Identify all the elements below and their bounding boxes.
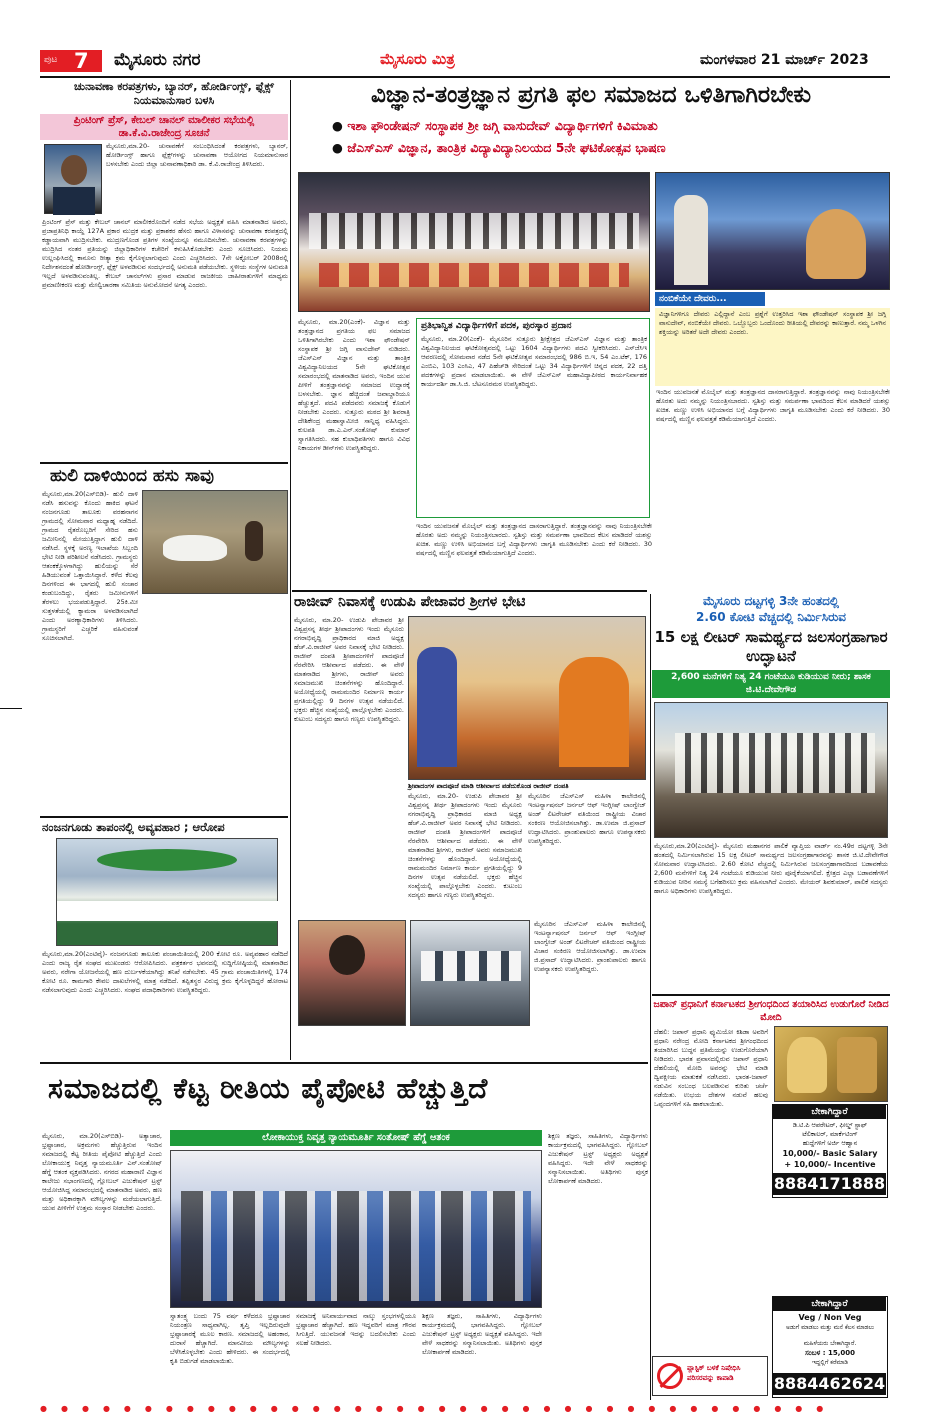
page-label: ಪುಟ xyxy=(44,55,58,65)
rajeev-photo xyxy=(408,616,646,780)
water-body: ಮೈಸೂರು,ಮಾ.20(ಎಂಟಿವೈ)- ಮೈಸೂರು ಮಹಾನಗರ ಪಾಲಿಕೆ ವ್ಯಾಪ್ತಿಯ ವಾರ್ಡ್ ನಂ.49ರ ದಟ್ಟಗಳ್ಳಿ 3ನೇ ಹಂತದಲ್ಲಿ ನಿರ್ಮಿಸಲಾಗಿರುವ 15 ಲಕ್ಷ ಲೀಟರ್ ಸಾಮರ್ಥ್ಯದ ಜಲಸಂಗ್ರಹಾಗಾರವನ್ನು ಶಾಸಕ ಜಿ.ಟಿ.ದೇವೇಗೌಡ ಸೋಮವಾರ ಉದ್ಘಾಟಿಸಿದರು. 2.60 ಕೋಟಿ ವೆಚ್ಚದಲ್ಲಿ ನಿರ್ಮಿಸಿರುವ ಜಲಸಂಗ್ರಹಾಗಾರದಿಂದ ಬಡಾವಣೆಯ 2,600 ಮನೆಗಳಿಗೆ ನಿತ್ಯ 24 ಗಂಟೆಯೂ ಕುಡಿಯುವ ನೀರು ಪೂರೈಕೆಯಾಗಲಿದೆ. ಕ್ಷೇತ್ರದ ಎಲ್ಲಾ ಬಡಾವಣೆಗಳಿಗೆ ಕುಡಿಯುವ ನೀರಿನ ಸಮಸ್ಯೆ ಬಗೆಹರಿಸಲು ಕ್ರಮ ವಹಿಸಲಾಗಿದೆ ಎಂದರು. ಮೇಯರ್ ಶಿವಕುಮಾರ್, ಪಾಲಿಕೆ ಸದಸ್ಯರು ಹಾಗೂ ಅಧಿಕಾರಿಗಳು ಉಪಸ್ಥಿತರಿದ್ದರು. xyxy=(654,842,888,895)
japan-body: ದೆಹಲಿ: ಜಪಾನ್ ಪ್ರಧಾನಿ ಫ್ಯುಮಿಯೋ ಕಿಶಿಡಾ ಅವರಿಗೆ ಪ್ರಧಾನಿ ನರೇಂದ್ರ ಮೋದಿ ಕರ್ನಾಟಕದ ಶ್ರೀಗಂಧದಿಂದ ತಯಾರಿಸಿದ ಬುದ್ಧನ ಪ್ರತಿಮೆಯನ್ನು ಉಡುಗೊರೆಯಾಗಿ ನೀಡಿದರು. ಭಾರತ ಪ್ರವಾಸದಲ್ಲಿರುವ ಜಪಾನ್ ಪ್ರಧಾನಿ ದೆಹಲಿಯಲ್ಲಿ ಮೋದಿ ಅವರನ್ನು ಭೇಟಿ ಮಾಡಿ ದ್ವಿಪಕ್ಷೀಯ ಮಾತುಕತೆ ನಡೆಸಿದರು. ಭಾರತ-ಜಪಾನ್ ನಡುವಿನ ಸಂಬಂಧ ಬಲಪಡಿಸುವ ಕುರಿತು ಚರ್ಚೆ ನಡೆಯಿತು. ಉಭಯ ದೇಶಗಳ ನಡುವೆ ಹಲವು ಒಪ್ಪಂದಗಳಿಗೆ ಸಹಿ ಹಾಕಲಾಯಿತು. xyxy=(654,1028,768,1108)
ad1-line1: ಡಿ.ಟಿ.ಪಿ ಆಪರೇಟರ್, ಫೀಲ್ಡ್ ಸ್ಟಾಫ್ xyxy=(792,1121,868,1129)
awards-box xyxy=(416,318,650,518)
convocation-col3: ಇಂದಿನ ಯುವಜನತೆ ಮೊಬೈಲ್ ಮತ್ತು ತಂತ್ರಜ್ಞಾನದ ದಾಸರಾಗುತ್ತಿದ್ದಾರೆ. ತಂತ್ರಜ್ಞಾನವನ್ನು ನಾವು ನಿಯಂತ್ರಿಸಬೇಕೇ ಹೊರತು ಅದು ನಮ್ಮನ್ನು ನಿಯಂತ್ರಿಸಬಾರದು. ಸ್ವಶಿಸ್ತು ಮತ್ತು ಸಮರ್ಪಣಾ ಭಾವದಿಂದ ಕೆಲಸ ಮಾಡಿದರೆ ಯಶಸ್ಸು ಖಚಿತ. ಮಣ್ಣು ಉಳಿಸಿ ಅಭಿಯಾನದ ಬಗ್ಗೆ ವಿದ್ಯಾರ್ಥಿಗಳು ಜಾಗೃತಿ ಮೂಡಿಸಬೇಕು ಎಂದು ಕರೆ ನೀಡಿದರು. 30 ವರ್ಷದಲ್ಲಿ ಮಣ್ಣಿನ ಫಲವತ್ತತೆ ಕಡಿಮೆಯಾಗುತ್ತಿದೆ ಎಂದರು. xyxy=(416,522,652,557)
rajeev-story xyxy=(292,594,647,914)
logo: ಮೈಸೂರು ಮಿತ್ರ xyxy=(380,50,455,68)
vrule-1 xyxy=(290,80,291,1060)
belief-box-quote: ವಿಜ್ಞಾನಿಗಳಿಗೂ ದೇವರು ಎಲ್ಲಿದ್ದಾನೆ ಎಂಬ ಪ್ರಶ್ನೆಗೆ ಉತ್ತರಿಸಿದ ಇಶಾ ಫೌಂಡೇಷನ್ ಸಂಸ್ಥಾಪಕ ಶ್ರೀ ಜಗ್ಗಿ ವಾಸುದೇವ್, ನಂಬಿಕೆಯೇ ದೇವರು. ಒಬ್ಬೊಬ್ಬರು ಒಂದೊಂದು ರೀತಿಯಲ್ಲಿ ದೇವರನ್ನು ಕಾಣುತ್ತಾರೆ. ನಮ್ಮ ಒಳಗಿನ ಶಕ್ತಿಯನ್ನು ಅರಿತರೆ ಅದೇ ದೇವರು ಎಂದರು. xyxy=(655,308,890,386)
speaker-photo xyxy=(44,144,102,214)
center-banner xyxy=(292,80,890,168)
ad-job-1 xyxy=(772,1104,888,1198)
ad2-phone[interactable]: 8884462624 xyxy=(773,1374,886,1393)
nanjangud-body: ಮೈಸೂರು,ಮಾ.20(ಎಂಟಿವೈ)- ನಂಜನಗೂಡು ತಾಲೂಕು ಪಂಚಾಯಿತಿಯಲ್ಲಿ 200 ಕೋಟಿ ರೂ. ಅವ್ಯವಹಾರ ನಡೆದಿದೆ ಎಂದು ರಾಜ್ಯ ರೈತ ಸಂಘದ ಮುಖಂಡರು ಆರೋಪಿಸಿದರು. ಪತ್ರಕರ್ತರ ಭವನದಲ್ಲಿ ಸುದ್ದಿಗೋಷ್ಠಿಯಲ್ಲಿ ಮಾತನಾಡಿದ ಅವರು, ನರೇಗಾ ಯೋಜನೆಯಲ್ಲಿ ಹಣ ದುರ್ಬಳಕೆಯಾಗಿದ್ದು ತನಿಖೆ ನಡೆಸಬೇಕು. 45 ಗ್ರಾಮ ಪಂಚಾಯಿತಿಗಳಲ್ಲಿ 174 ಕೋಟಿ ರೂ. ಕಾಮಗಾರಿ ಕೇವಲ ದಾಖಲೆಗಳಲ್ಲಿ ಮಾತ್ರ ನಡೆದಿದೆ. ತಪ್ಪಿತಸ್ಥರ ವಿರುದ್ಧ ಕ್ರಮ ಕೈಗೊಳ್ಳದಿದ್ದರೆ ಹೋರಾಟ ನಡೆಸಲಾಗುವುದು ಎಂದು ಎಚ್ಚರಿಸಿದರು. ಸಂಘದ ಪದಾಧಿಕಾರಿಗಳು ಉಪಸ್ಥಿತರಿದ್ದರು. xyxy=(42,950,288,994)
left-top-story xyxy=(40,80,288,458)
awards-box-title: ಪ್ರತಿಭಾನ್ವಿತ ವಿದ್ಯಾರ್ಥಿಗಳಿಗೆ ಪದಕ, ಪುರಸ್ಕಾರ ಪ್ರದಾನ xyxy=(421,321,572,331)
convocation-col4: ಇಂದಿನ ಯುವಜನತೆ ಮೊಬೈಲ್ ಮತ್ತು ತಂತ್ರಜ್ಞಾನದ ದಾಸರಾಗುತ್ತಿದ್ದಾರೆ. ತಂತ್ರಜ್ಞಾನವನ್ನು ನಾವು ನಿಯಂತ್ರಿಸಬೇಕೇ ಹೊರತು ಅದು ನಮ್ಮನ್ನು ನಿಯಂತ್ರಿಸಬಾರದು. ಸ್ವಶಿಸ್ತು ಮತ್ತು ಸಮರ್ಪಣಾ ಭಾವದಿಂದ ಕೆಲಸ ಮಾಡಿದರೆ ಯಶಸ್ಸು ಖಚಿತ. ಮಣ್ಣು ಉಳಿಸಿ ಅಭಿಯಾನದ ಬಗ್ಗೆ ವಿದ್ಯಾರ್ಥಿಗಳು ಜಾಗೃತಿ ಮೂಡಿಸಬೇಕು ಎಂದು ಕರೆ ನೀಡಿದರು. 30 ವರ್ಷದಲ್ಲಿ ಮಣ್ಣಿನ ಫಲವತ್ತತೆ ಕಡಿಮೆಯಾಗುತ್ತಿದೆ ಎಂದರು. xyxy=(656,388,890,423)
ad2-title: ಬೇಕಾಗಿದ್ದಾರೆ xyxy=(773,1297,886,1311)
seminar-text: ಮೈಸೂರಿನ ಜೆಎಸ್‌ಎಸ್ ಮಹಿಳಾ ಕಾಲೇಜಿನಲ್ಲಿ ಇಂಟರ್ನ್ಯಾಷನಲ್ ಜರ್ನಲ್ ಆಫ್ ಇಂಗ್ಲೀಷ್ ಲಾಂಗ್ವೇಜ್ ಅಂಡ್ ಲಿಟರೇಚರ್ ವತಿಯಿಂದ ರಾಷ್ಟ್ರೀಯ ವಿಚಾರ ಸಂಕಿರಣ ಆಯೋಜಿಸಲಾಗಿತ್ತು. ಡಾ.ಉಮಾ ಜಿ.ಪ್ರಸಾದ್ ಉದ್ಘಾಟಿಸಿದರು. ಪ್ರಾಂಶುಪಾಲರು ಹಾಗೂ ಉಪನ್ಯಾಸಕರು ಉಪಸ್ಥಿತರಿದ್ದರು. xyxy=(534,920,646,973)
banner-bullet-2 xyxy=(332,140,882,156)
masthead-rule xyxy=(40,76,890,78)
bottom-col3: ಸಮಾಜಕ್ಕೆ ಅನಿವಾರ್ಯವಾದ ನಾಲ್ಕು ಸ್ತಂಭಗಳಲ್ಲಿಯೂ ಭ್ರಷ್ಟಾಚಾರ ಹೆಚ್ಚಾಗಿದೆ. ಹಣ ಇದ್ದವರಿಗೆ ಮಾತ್ರ ಗೌರವ ಸಿಗುತ್ತಿದೆ. ಯುವಜನತೆ ಇದನ್ನು ಬದಲಿಸಬೇಕು ಎಂದು ಸಲಹೆ ನೀಡಿದರು. xyxy=(296,1312,416,1347)
cow-story-body: ಮೈಸೂರು,ಮಾ.20(ಎಸ್‌ಬಿಡಿ)- ಹುಲಿ ದಾಳಿ ನಡೆಸಿ ಹಸುವನ್ನು ಕೊಂದು ಹಾಕಿದ ಘಟನೆ ನಂಜನಗೂಡು ತಾಲೂಕು ವರಹನಾಗನ ಗ್ರಾಮದಲ್ಲಿ ಸೋಮವಾರ ಮಧ್ಯಾಹ್ನ ನಡೆದಿದೆ. ಗ್ರಾಮದ ರೈತರೊಬ್ಬರಿಗೆ ಸೇರಿದ ಹಸು ಜಮೀನಿನಲ್ಲಿ ಮೇಯುತ್ತಿದ್ದಾಗ ಹುಲಿ ದಾಳಿ ನಡೆಸಿದೆ. ಸ್ಥಳಕ್ಕೆ ಅರಣ್ಯ ಇಲಾಖೆಯ ಸಿಬ್ಬಂದಿ ಭೇಟಿ ನೀಡಿ ಪರಿಶೀಲನೆ ನಡೆಸಿದರು. ಗ್ರಾಮಸ್ಥರು ಆತಂಕಕ್ಕೊಳಗಾಗಿದ್ದು ಹುಲಿಯನ್ನು ಸೆರೆ ಹಿಡಿಯುವಂತೆ ಒತ್ತಾಯಿಸಿದ್ದಾರೆ. ಕಳೆದ ಕೆಲವು ದಿನಗಳಿಂದ ಈ ಭಾಗದಲ್ಲಿ ಹುಲಿ ಸಂಚಾರ ಕಂಡುಬಂದಿದ್ದು, ರೈತರು ಜಮೀನುಗಳಿಗೆ ತೆರಳಲು ಭಯಪಡುತ್ತಿದ್ದಾರೆ. 25ಕಿ.ಮೀ ಸುತ್ತಳತೆಯಲ್ಲಿ ಕ್ಯಾಮರಾ ಅಳವಡಿಸಲಾಗಿದೆ ಎಂದು ಅರಣ್ಯಾಧಿಕಾರಿಗಳು ತಿಳಿಸಿದರು. ಗ್ರಾಮಸ್ಥರಿಗೆ ಎಚ್ಚರಿಕೆ ವಹಿಸುವಂತೆ ಸೂಚಿಸಲಾಗಿದೆ. xyxy=(42,490,138,642)
registration-marks: ●●●●●●●●●●●●●●●●●●●●●●●●●●●●●●●●●●●●●● xyxy=(40,1404,838,1413)
water-title-1: ಮೈಸೂರು ದಟ್ಟಗಳ್ಳಿ 3ನೇ ಹಂತದಲ್ಲಿ xyxy=(703,594,839,608)
convocation-main-body: ಮೈಸೂರು, ಮಾ.20(ಎಂಕೆ)- ವಿಜ್ಞಾನ ಮತ್ತು ತಂತ್ರಜ್ಞಾನದ ಪ್ರಗತಿಯ ಫಲ ಸಮಾಜದ ಒಳಿತಿಗಾಗಿರಬೇಕು ಎಂದು ಇಶಾ ಫೌಂಡೇಷನ್ ಸಂಸ್ಥಾಪಕ ಶ್ರೀ ಜಗ್ಗಿ ವಾಸುದೇವ್ ನುಡಿದರು. ಜೆಎಸ್‌ಎಸ್ ವಿಜ್ಞಾನ ಮತ್ತು ತಾಂತ್ರಿಕ ವಿಶ್ವವಿದ್ಯಾನಿಲಯದ 5ನೇ ಘಟಿಕೋತ್ಸವ ಸಮಾರಂಭದಲ್ಲಿ ಮಾತನಾಡಿದ ಅವರು, ಇಂದಿನ ಯುವ ಪೀಳಿಗೆ ತಂತ್ರಜ್ಞಾನವನ್ನು ಸಮಾಜದ ಉದ್ಧಾರಕ್ಕೆ ಬಳಸಬೇಕು. ಜ್ಞಾನ ಹೆಚ್ಚಿದಂತೆ ಜವಾಬ್ದಾರಿಯೂ ಹೆಚ್ಚುತ್ತದೆ. ಪದವಿ ಪಡೆದವರು ಸಮಾಜಕ್ಕೆ ಕೊಡುಗೆ ನೀಡಬೇಕು ಎಂದರು. ಸುತ್ತೂರು ಮಠದ ಶ್ರೀ ಶಿವರಾತ್ರಿ ದೇಶಿಕೇಂದ್ರ ಮಹಾಸ್ವಾಮೀಜಿ ಸಾನ್ನಿಧ್ಯ ವಹಿಸಿದ್ದರು. ಕುಲಪತಿ ಡಾ.ಎ.ಎನ್.ಸಂತೋಷ್ ಕುಮಾರ್ ಸ್ವಾಗತಿಸಿದರು. ಸಹ ಕುಲಾಧಿಪತಿಗಳು ಹಾಗೂ ವಿವಿಧ ನಿಕಾಯಗಳ ಡೀನ್‌ಗಳು ಉಪಸ್ಥಿತರಿದ್ದರು. xyxy=(298,318,410,452)
water-story xyxy=(652,594,890,992)
japan-title: ಜಪಾನ್ ಪ್ರಧಾನಿಗೆ ಕರ್ನಾಟಕದ ಶ್ರೀಗಂಧದಿಂದ ತಯಾರಿಸಿದ ಉಡುಗೊರೆ ನೀಡಿದ ಮೋದಿ xyxy=(653,999,889,1023)
ad-job-2 xyxy=(772,1296,888,1398)
bottom-subband: ಲೋಕಾಯುಕ್ತ ನಿವೃತ್ತ ನ್ಯಾಯಮೂರ್ತಿ ಸಂತೋಷ್ ಹೆಗ್ಡೆ ಆತಂಕ xyxy=(170,1130,542,1146)
page-number: 7 xyxy=(74,49,89,73)
book-release-photo xyxy=(170,1150,542,1308)
convocation-photo-side xyxy=(655,172,890,290)
ad1-phone[interactable]: 8884171888 xyxy=(773,1174,886,1193)
ad2-salary: ಸಂಬಳ : 15,000 xyxy=(804,1349,856,1357)
nanjangud-title: ನಂಜನಗೂಡು ತಾಪಂನಲ್ಲಿ ಅವ್ಯವಹಾರ ; ಆರೋಪ xyxy=(42,820,225,834)
page-number-box xyxy=(40,50,102,72)
ad2-line1: Veg / Non Veg xyxy=(798,1313,862,1322)
nanjangud-story xyxy=(40,820,288,1060)
ad1-line3: ಹುದ್ದೆಗಳಿಗೆ ಅರ್ಜಿ ಆಹ್ವಾನ xyxy=(802,1139,858,1147)
buddha-photo xyxy=(774,1026,888,1102)
ad1-salary: 10,000/- Basic Salary xyxy=(782,1149,878,1158)
bottom-col5: ಶಿಕ್ಷಣ ತಜ್ಞರು, ಸಾಹಿತಿಗಳು, ವಿದ್ಯಾರ್ಥಿಗಳು ಕಾರ್ಯಕ್ರಮದಲ್ಲಿ ಭಾಗವಹಿಸಿದ್ದರು. ಗ್ಲೋಬಲ್ ಎಜುಕೇಷನ್ ಟ್ರಸ್ಟ್ ಅಧ್ಯಕ್ಷರು ಅಧ್ಯಕ್ಷತೆ ವಹಿಸಿದ್ದರು. ಇದೇ ವೇಳೆ ಸಾಧಕರನ್ನು ಸನ್ಮಾನಿಸಲಾಯಿತು. ಅತಿಥಿಗಳು ಪುಸ್ತಕ ಲೋಕಾರ್ಪಣೆ ಮಾಡಿದರು. xyxy=(548,1132,648,1185)
cow-story-lead xyxy=(42,490,138,642)
seminar-photo-1 xyxy=(298,920,406,1026)
ad2-line3: ಮಹಿಳೆಯರು ಬೇಕಾಗಿದ್ದಾರೆ. xyxy=(803,1340,857,1347)
ad1-title: ಬೇಕಾಗಿದ್ದಾರೆ xyxy=(773,1105,886,1119)
water-title-2: 2.60 ಕೋಟಿ ವೆಚ್ಚದಲ್ಲಿ ನಿರ್ಮಿಸಿರುವ xyxy=(696,610,846,624)
ad1-line2: ಟೆಲಿಕಾಲರ್, ಮಾರ್ಕೆಟಿಂಗ್ xyxy=(802,1130,858,1138)
margin-mark xyxy=(0,708,22,709)
left-top-body: ಪ್ರಿಂಟಿಂಗ್ ಪ್ರೆಸ್ ಮತ್ತು ಕೇಬಲ್ ಚಾನಲ್ ಮಾಲೀಕರೊಂದಿಗೆ ನಡೆದ ಸಭೆಯ ಅಧ್ಯಕ್ಷತೆ ವಹಿಸಿ ಮಾತನಾಡಿದ ಅವರು, ಪ್ರಜಾಪ್ರತಿನಿಧಿ ಕಾಯ್ದೆ 127A ಪ್ರಕಾರ ಮುದ್ರಕ ಮತ್ತು ಪ್ರಕಾಶಕರ ಹೆಸರು ಹಾಗೂ ವಿಳಾಸವನ್ನು ಚುನಾವಣಾ ಕರಪತ್ರದಲ್ಲಿ ಕಡ್ಡಾಯವಾಗಿ ಮುದ್ರಿಸಬೇಕು. ಮುದ್ರಣಗೊಂಡ ಪ್ರತಿಗಳ ಸಂಖ್ಯೆಯನ್ನೂ ನಮೂದಿಸಬೇಕು. ಚುನಾವಣಾ ಕರಪತ್ರಗಳನ್ನು ಮುದ್ರಿಸಿದ ನಂತರ ಪ್ರತಿಯನ್ನು ಜಿಲ್ಲಾಧಿಕಾರಿಗಳ ಕಚೇರಿಗೆ ಕಳುಹಿಸಿಕೊಡಬೇಕು ಎಂದು ಸೂಚಿಸಿದರು. ನಿಯಮ ಉಲ್ಲಂಘಿಸಿದಲ್ಲಿ ಕಾನೂನು ರೀತ್ಯಾ ಕ್ರಮ ಕೈಗೊಳ್ಳಲಾಗುವುದು ಎಂದು ಎಚ್ಚರಿಸಿದರು. 7ನೇ ಅಕ್ಟೋಬರ್ 2008ರಲ್ಲಿ ನಿರ್ದೇಶನದಂತೆ ಹೋರ್ಡಿಂಗ್ಸ್, ಫ್ಲೆಕ್ಸ್ ಅಳವಡಿಸುವ ಸಂದರ್ಭದಲ್ಲಿ ಅನುಮತಿ ಪಡೆಯಬೇಕು. ಸ್ಥಳೀಯ ಸಂಸ್ಥೆಗಳ ಅನುಮತಿ ಇಲ್ಲದೆ ಅಳವಡಿಸುವಂತಿಲ್ಲ. ಕೇಬಲ್ ಚಾನಲ್‌ಗಳು ಪ್ರಸಾರ ಮಾಡುವ ರಾಜಕೀಯ ಜಾಹೀರಾತುಗಳಿಗೆ ಮಾಧ್ಯಮ ಪ್ರಮಾಣೀಕರಣ ಮತ್ತು ಮೇಲ್ವಿಚಾರಣಾ ಸಮಿತಿಯ ಅನುಮೋದನೆ ಅಗತ್ಯ ಎಂದರು. xyxy=(42,218,288,289)
vrule-2 xyxy=(650,594,651,1400)
seminar-photo-2 xyxy=(410,920,530,1026)
ad2-line2: ಅಡುಗೆ ಮಾಡಲು ಮತ್ತು ಮನೆ ಕೆಲಸ ಮಾಡಲು xyxy=(786,1324,874,1331)
bullet2-text: ಜೆಎಸ್‌ಎಸ್ ವಿಜ್ಞಾನ, ತಾಂತ್ರಿಕ ವಿದ್ಯಾವಿದ್ಯಾನಿಲಯದ 5ನೇ ಘಟಿಕೋತ್ಸವ ಭಾಷಣ xyxy=(347,140,666,155)
left-top-subtitle: ಪ್ರಿಂಟಿಂಗ್ ಪ್ರೆಸ್, ಕೇಬಲ್ ಚಾನಲ್ ಮಾಲೀಕರ ಸಭೆಯಲ್ಲಿ ಡಾ.ಕೆ.ವಿ.ರಾಜೇಂದ್ರ ಸೂಚನೆ xyxy=(40,114,288,140)
cow-story xyxy=(40,466,288,808)
left-divider-2 xyxy=(40,816,288,818)
bullet-icon: ● xyxy=(332,140,348,155)
section-title: ಮೈಸೂರು ನಗರ xyxy=(114,50,201,70)
left-divider-1 xyxy=(40,462,288,464)
bottom-top-rule xyxy=(40,1062,648,1064)
bottom-col4: ಶಿಕ್ಷಣ ತಜ್ಞರು, ಸಾಹಿತಿಗಳು, ವಿದ್ಯಾರ್ಥಿಗಳು ಕಾರ್ಯಕ್ರಮದಲ್ಲಿ ಭಾಗವಹಿಸಿದ್ದರು. ಗ್ಲೋಬಲ್ ಎಜುಕೇಷನ್ ಟ್ರಸ್ಟ್ ಅಧ್ಯಕ್ಷರು ಅಧ್ಯಕ್ಷತೆ ವಹಿಸಿದ್ದರು. ಇದೇ ವೇಳೆ ಸಾಧಕರನ್ನು ಸನ್ಮಾನಿಸಲಾಯಿತು. ಅತಿಥಿಗಳು ಪುಸ್ತಕ ಲೋಕಾರ್ಪಣೆ ಮಾಡಿದರು. xyxy=(422,1312,542,1356)
awards-box-body: ಮೈಸೂರು, ಮಾ.20(ಎಂಕೆ)- ಮೈಸೂರಿನ ಸುತ್ತೂರು ಶ್ರೀಕ್ಷೇತ್ರದ ಜೆಎಸ್‌ಎಸ್ ವಿಜ್ಞಾನ ಮತ್ತು ತಾಂತ್ರಿಕ ವಿಶ್ವವಿದ್ಯಾನಿಲಯದ ಘಟಿಕೋತ್ಸವದಲ್ಲಿ ಒಟ್ಟು 1604 ವಿದ್ಯಾರ್ಥಿಗಳು ಪದವಿ ಸ್ವೀಕರಿಸಿದರು. ಎಸ್‌ಜೆಸಿಇ ಆವರಣದಲ್ಲಿ ಸೋಮವಾರ ನಡೆದ 5ನೇ ಘಟಿಕೋತ್ಸವ ಸಮಾರಂಭದಲ್ಲಿ 986 ಬಿ.ಇ, 54 ಎಂ.ಟೆಕ್, 176 ಎಂಬಿಎ, 103 ಎಂಸಿಎ, 47 ಪಿಹೆಚ್‌ಡಿ ಸೇರಿದಂತೆ ಒಟ್ಟು 34 ವಿದ್ಯಾರ್ಥಿಗಳಿಗೆ ಚಿನ್ನದ ಪದಕ, 22 ದತ್ತಿ ಪದಕಗಳನ್ನು ಪ್ರದಾನ ಮಾಡಲಾಯಿತು. ಈ ವೇಳೆ ಜೆಎಸ್‌ಎಸ್ ಮಹಾವಿದ್ಯಾಪೀಠದ ಕಾರ್ಯನಿರ್ವಾಹಕ ಕಾರ್ಯದರ್ಶಿ ಡಾ.ಸಿ.ಜಿ. ಬೆಟಸೂರಮಠ ಉಪಸ್ಥಿತರಿದ್ದರು. xyxy=(421,335,647,388)
cow-story-title: ಹುಲಿ ದಾಳಿಯಿಂದ ಹಸು ಸಾವು xyxy=(50,466,214,486)
bottom-col2: ಸ್ವಾತಂತ್ರ್ಯ ಬಂದು 75 ವರ್ಷ ಕಳೆದರೂ ಭ್ರಷ್ಟಾಚಾರ ನಿಯಂತ್ರಣ ಸಾಧ್ಯವಾಗಿಲ್ಲ. ತೃಪ್ತಿ ಇಲ್ಲದಿರುವುದೇ ಭ್ರಷ್ಟಾಚಾರಕ್ಕೆ ಮೂಲ ಕಾರಣ. ಸಮಾಜದಲ್ಲಿ ಅಹಂಕಾರ, ದುರಾಸೆ ಹೆಚ್ಚಾಗಿದೆ. ಮಾನವೀಯ ಮೌಲ್ಯಗಳನ್ನು ಬೆಳೆಸಿಕೊಳ್ಳಬೇಕು ಎಂದು ಹೇಳಿದರು. ಈ ಸಂದರ್ಭದಲ್ಲಿ ಕೃತಿ ಬಿಡುಗಡೆ ಮಾಡಲಾಯಿತು. xyxy=(170,1312,290,1365)
left-top-title: ಚುನಾವಣಾ ಕರಪತ್ರಗಳು, ಬ್ಯಾನರ್, ಹೋರ್ಡಿಂಗ್ಸ್, ಫ್ಲೆಕ್ಸ್ ನಿಯಮಾನುಸಾರ ಬಳಸಿ xyxy=(73,80,274,107)
plastic-notice xyxy=(652,1356,768,1396)
bottom-headline: ಸಮಾಜದಲ್ಲಿ ಕೆಟ್ಟ ರೀತಿಯ ಪೈಪೋಟಿ ಹೆಚ್ಚುತ್ತಿದೆ xyxy=(48,1072,489,1105)
water-headline: 15 ಲಕ್ಷ ಲೀಟರ್ ಸಾಮರ್ಥ್ಯದ ಜಲಸಂಗ್ರಹಾಗಾರ ಉದ್ಘಾಟನೆ xyxy=(654,628,888,665)
cow-photo xyxy=(142,490,288,594)
belief-box-title: ನಂಬಿಕೆಯೇ ದೇವರು... xyxy=(655,292,765,306)
right-divider-1 xyxy=(652,994,890,996)
convocation-photo-main xyxy=(298,172,650,312)
masthead xyxy=(40,48,890,76)
date: ಮಂಗಳವಾರ 21 ಮಾರ್ಚ್ 2023 xyxy=(700,52,869,68)
center-divider-1 xyxy=(292,590,647,592)
bullet1-text: ಇಶಾ ಫೌಂಡೇಷನ್ ಸಂಸ್ಥಾಪಕ ಶ್ರೀ ಜಗ್ಗಿ ವಾಸುದೇವ್ ವಿದ್ಯಾರ್ಥಿಗಳಿಗೆ ಕಿವಿಮಾತು xyxy=(347,118,658,133)
rajeev-photo-caption: ಶ್ರೀಪಾದಂಗಳ ಪಾದಪೂಜೆ ಮಾಡಿ ಆಶೀರ್ವಾದ ಪಡೆದುಕೊಂಡ ರಾಜೀವ್ ದಂಪತಿ xyxy=(408,782,569,790)
banner-headline: ವಿಜ್ಞಾನ-ತಂತ್ರಜ್ಞಾನ ಪ್ರಗತಿ ಫಲ ಸಮಾಜದ ಒಳಿತಿಗಾಗಿರಬೇಕು xyxy=(370,82,812,108)
ad1-incentive: + 10,000/- Incentive xyxy=(784,1160,876,1169)
bullet-icon: ● xyxy=(332,118,348,133)
plastic-text: ಪ್ಲಾಸ್ಟಿಕ್ ಬಳಕೆ ನಿಷೇಧಿಸಿ ಪರಿಸರವನ್ನು ಕಾಪಾಡಿ xyxy=(687,1364,741,1382)
rajeev-body: ಮೈಸೂರು, ಮಾ.20- ಉಡುಪಿ ಪೇಜಾವರ ಶ್ರೀ ವಿಶ್ವಪ್ರಸನ್ನ ತೀರ್ಥ ಶ್ರೀಪಾದಂಗಳು ಇಂದು ಮೈಸೂರು ನಗರಾಭಿವೃದ್ಧಿ ಪ್ರಾಧಿಕಾರದ ಮಾಜಿ ಅಧ್ಯಕ್ಷ ಹೆಚ್.ವಿ.ರಾಜೀವ್ ಅವರ ನಿವಾಸಕ್ಕೆ ಭೇಟಿ ನೀಡಿದರು. ರಾಜೀವ್ ದಂಪತಿ ಶ್ರೀಪಾದಂಗಳಿಗೆ ಪಾದಪೂಜೆ ನೆರವೇರಿಸಿ ಆಶೀರ್ವಾದ ಪಡೆದರು. ಈ ವೇಳೆ ಮಾತನಾಡಿದ ಶ್ರೀಗಳು, ರಾಜೀವ್ ಅವರು ಸಮಾಜಮುಖಿ ಚಿಂತನೆಗಳನ್ನು ಹೊಂದಿದ್ದಾರೆ. ಅಯೋಧ್ಯೆಯಲ್ಲಿ ರಾಮಮಂದಿರ ನಿರ್ಮಾಣ ಕಾರ್ಯ ಪ್ರಗತಿಯಲ್ಲಿದ್ದು 9 ದಿನಗಳ ಉತ್ಸವ ನಡೆಯಲಿದೆ. ಭಕ್ತರು ಹೆಚ್ಚಿನ ಸಂಖ್ಯೆಯಲ್ಲಿ ಪಾಲ್ಗೊಳ್ಳಬೇಕು ಎಂದರು. ಕುಟುಂಬ ಸದಸ್ಯರು ಹಾಗೂ ಗಣ್ಯರು ಉಪಸ್ಥಿತರಿದ್ದರು. xyxy=(294,616,404,723)
belief-box xyxy=(655,292,890,386)
banner-bullet-1 xyxy=(332,118,882,134)
no-plastic-icon xyxy=(657,1363,683,1389)
rajeev-col3: ಮೈಸೂರಿನ ಜೆಎಸ್‌ಎಸ್ ಮಹಿಳಾ ಕಾಲೇಜಿನಲ್ಲಿ ಇಂಟರ್ನ್ಯಾಷನಲ್ ಜರ್ನಲ್ ಆಫ್ ಇಂಗ್ಲೀಷ್ ಲಾಂಗ್ವೇಜ್ ಅಂಡ್ ಲಿಟರೇಚರ್ ವತಿಯಿಂದ ರಾಷ್ಟ್ರೀಯ ವಿಚಾರ ಸಂಕಿರಣ ಆಯೋಜಿಸಲಾಗಿತ್ತು. ಡಾ.ಉಮಾ ಜಿ.ಪ್ರಸಾದ್ ಉದ್ಘಾಟಿಸಿದರು. ಪ್ರಾಂಶುಪಾಲರು ಹಾಗೂ ಉಪನ್ಯಾಸಕರು ಉಪಸ್ಥಿತರಿದ್ದರು. xyxy=(528,792,646,845)
bottom-col1: ಮೈಸೂರು, ಮಾ.20(ಎಸ್‌ಬಿಡಿ)- ಅತ್ಯಾಚಾರ, ಭ್ರಷ್ಟಾಚಾರ, ಅಕ್ರಮಗಳು ಹೆಚ್ಚುತ್ತಿರುವ ಇಂದಿನ ಸಮಾಜದಲ್ಲಿ ಕೆಟ್ಟ ರೀತಿಯ ಪೈಪೋಟಿ ಹೆಚ್ಚುತ್ತಿದೆ ಎಂದು ಲೋಕಾಯುಕ್ತ ನಿವೃತ್ತ ನ್ಯಾಯಮೂರ್ತಿ ಎನ್.ಸಂತೋಷ್ ಹೆಗ್ಡೆ ಆತಂಕ ವ್ಯಕ್ತಪಡಿಸಿದರು. ನಗರದ ಮಹಾರಾಣಿ ವಿಜ್ಞಾನ ಕಾಲೇಜು ಸಭಾಂಗಣದಲ್ಲಿ ಗ್ಲೋಬಲ್ ಎಜುಕೇಷನ್ ಟ್ರಸ್ಟ್ ಆಯೋಜಿಸಿದ್ದ ಸಮಾರಂಭದಲ್ಲಿ ಮಾತನಾಡಿದ ಅವರು, ಹಣ ಮತ್ತು ಅಧಿಕಾರಕ್ಕಾಗಿ ಮೌಲ್ಯಗಳನ್ನು ಮರೆಯಲಾಗುತ್ತಿದೆ. ಯುವ ಪೀಳಿಗೆಗೆ ಉತ್ತಮ ಸಂಸ್ಕಾರ ನೀಡಬೇಕು ಎಂದರು. xyxy=(42,1132,162,1212)
left-top-intro: ಮೈಸೂರು,ಮಾ.20- ಚುನಾವಣೆಗೆ ಸಂಬಂಧಿಸಿದಂತೆ ಕರಪತ್ರಗಳು, ಬ್ಯಾನರ್, ಹೋರ್ಡಿಂಗ್ಸ್ ಹಾಗೂ ಫ್ಲೆಕ್ಸ್‌ಗಳನ್ನು ಚುನಾವಣಾ ಆಯೋಗದ ನಿಯಮಾನುಸಾರ ಬಳಸಬೇಕು ಎಂದು ಜಿಲ್ಲಾ ಚುನಾವಣಾಧಿಕಾರಿ ಡಾ. ಕೆ.ವಿ.ರಾಜೇಂದ್ರ ತಿಳಿಸಿದರು. xyxy=(106,142,288,168)
ad2-line4: ಇದ್ದಲ್ಲಿಗೆ ಕರೆಮಾಡಿ xyxy=(812,1359,848,1366)
water-photo xyxy=(654,702,888,838)
water-deck: 2,600 ಮನೆಗಳಿಗೆ ನಿತ್ಯ 24 ಗಂಟೆಯೂ ಕುಡಿಯುವ ನೀರು; ಶಾಸಕ ಜಿ.ಟಿ.ದೇವೇಗೌಡ xyxy=(652,670,890,698)
rajeev-title: ರಾಜೀವ್ ನಿವಾಸಕ್ಕೆ ಉಡುಪಿ ಪೇಜಾವರ ಶ್ರೀಗಳ ಭೇಟಿ xyxy=(294,594,526,610)
rajeev-col2: ಮೈಸೂರು, ಮಾ.20- ಉಡುಪಿ ಪೇಜಾವರ ಶ್ರೀ ವಿಶ್ವಪ್ರಸನ್ನ ತೀರ್ಥ ಶ್ರೀಪಾದಂಗಳು ಇಂದು ಮೈಸೂರು ನಗರಾಭಿವೃದ್ಧಿ ಪ್ರಾಧಿಕಾರದ ಮಾಜಿ ಅಧ್ಯಕ್ಷ ಹೆಚ್.ವಿ.ರಾಜೀವ್ ಅವರ ನಿವಾಸಕ್ಕೆ ಭೇಟಿ ನೀಡಿದರು. ರಾಜೀವ್ ದಂಪತಿ ಶ್ರೀಪಾದಂಗಳಿಗೆ ಪಾದಪೂಜೆ ನೆರವೇರಿಸಿ ಆಶೀರ್ವಾದ ಪಡೆದರು. ಈ ವೇಳೆ ಮಾತನಾಡಿದ ಶ್ರೀಗಳು, ರಾಜೀವ್ ಅವರು ಸಮಾಜಮುಖಿ ಚಿಂತನೆಗಳನ್ನು ಹೊಂದಿದ್ದಾರೆ. ಅಯೋಧ್ಯೆಯಲ್ಲಿ ರಾಮಮಂದಿರ ನಿರ್ಮಾಣ ಕಾರ್ಯ ಪ್ರಗತಿಯಲ್ಲಿದ್ದು 9 ದಿನಗಳ ಉತ್ಸವ ನಡೆಯಲಿದೆ. ಭಕ್ತರು ಹೆಚ್ಚಿನ ಸಂಖ್ಯೆಯಲ್ಲಿ ಪಾಲ್ಗೊಳ್ಳಬೇಕು ಎಂದರು. ಕುಟುಂಬ ಸದಸ್ಯರು ಹಾಗೂ ಗಣ್ಯರು ಉಪಸ್ಥಿತರಿದ್ದರು. xyxy=(408,792,522,899)
nanjangud-photo xyxy=(56,838,278,946)
